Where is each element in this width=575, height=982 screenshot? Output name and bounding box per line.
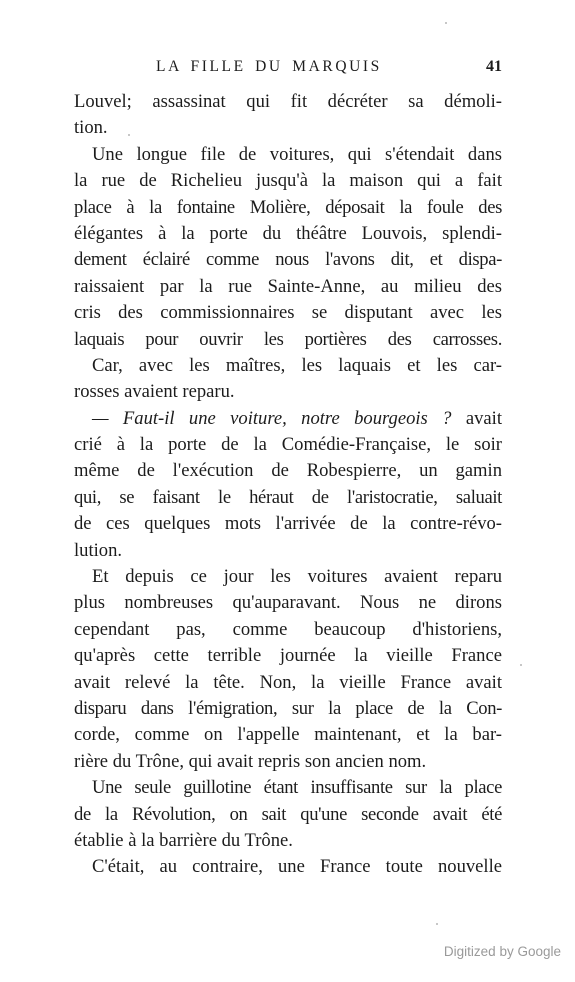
scan-speck: [445, 22, 447, 24]
text-line: rière du Trône, qui avait repris son ancien nom.: [74, 750, 427, 772]
text-line: plus nombreuses qu'auparavant. Nous ne dirons: [74, 592, 502, 614]
text-line: élégantes à la porte du théâtre Louvois, splendi-: [74, 222, 502, 244]
digitized-watermark: Digitized by Google: [443, 944, 561, 959]
text-line: qui, se faisant le héraut de l'aristocratie, saluait: [74, 486, 502, 508]
text-line: même de l'exécution de Robespierre, un gamin: [74, 460, 502, 482]
text-line: crié à la porte de la Comédie-Française, le soir: [74, 434, 502, 456]
text-line: la rue de Richelieu jusqu'à la maison qui a fait: [74, 170, 502, 192]
text-line: qu'après cette terrible journée la vieille France: [74, 645, 502, 667]
text-line: disparu dans l'émigration, sur la place de la Con-: [74, 697, 502, 719]
page-number: 41: [486, 58, 502, 75]
text-line: corde, comme on l'appelle maintenant, et la bar-: [74, 724, 502, 746]
text-line: établie à la barrière du Trône.: [74, 829, 293, 851]
scan-speck: [128, 134, 130, 136]
text-line: cris des commissionnaires se disputant avec les: [74, 302, 502, 324]
text-line: raissaient par la rue Sainte-Anne, au milieu des: [74, 275, 502, 297]
dialogue-italic: — Faut-il une voiture, notre bourgeois ?: [92, 407, 452, 429]
running-header: [74, 58, 502, 80]
text-line: Car, avec les maîtres, les laquais et les car-: [92, 354, 502, 376]
text-line: lution.: [74, 539, 123, 561]
dialogue-line: [74, 406, 502, 432]
text-line: avait relevé la tête. Non, la vieille France avait: [74, 671, 502, 693]
text-line: de la Révolution, on sait qu'une seconde avait été: [74, 803, 502, 825]
text-line: cependant pas, comme beaucoup d'historiens,: [74, 618, 502, 640]
text-line: C'était, au contraire, une France toute nouvelle: [92, 856, 502, 878]
scan-speck: [436, 923, 438, 925]
text-line: dement éclairé comme nous l'avons dit, et dispa-: [74, 249, 502, 271]
text-line: place à la fontaine Molière, déposait la foule des: [74, 196, 502, 218]
text-line: rosses avaient reparu.: [74, 381, 235, 403]
text-line: Louvel; assassinat qui fit décréter sa démoli-: [74, 91, 502, 112]
text-line: tion.: [74, 117, 108, 139]
running-title: LA FILLE DU MARQUIS: [156, 58, 382, 75]
text-line: Et depuis ce jour les voitures avaient reparu: [92, 566, 502, 588]
dialogue-roman: avait: [451, 407, 502, 429]
text-line: Une longue file de voitures, qui s'étendait dans: [92, 143, 502, 165]
scan-speck: [520, 664, 522, 666]
text-line: de ces quelques mots l'arrivée de la contre-révo-: [74, 513, 502, 535]
body-text: [74, 89, 502, 881]
text-line: laquais pour ouvrir les portières des carrosses.: [74, 328, 502, 350]
text-line: Une seule guillotine étant insuffisante sur la place: [92, 777, 502, 799]
